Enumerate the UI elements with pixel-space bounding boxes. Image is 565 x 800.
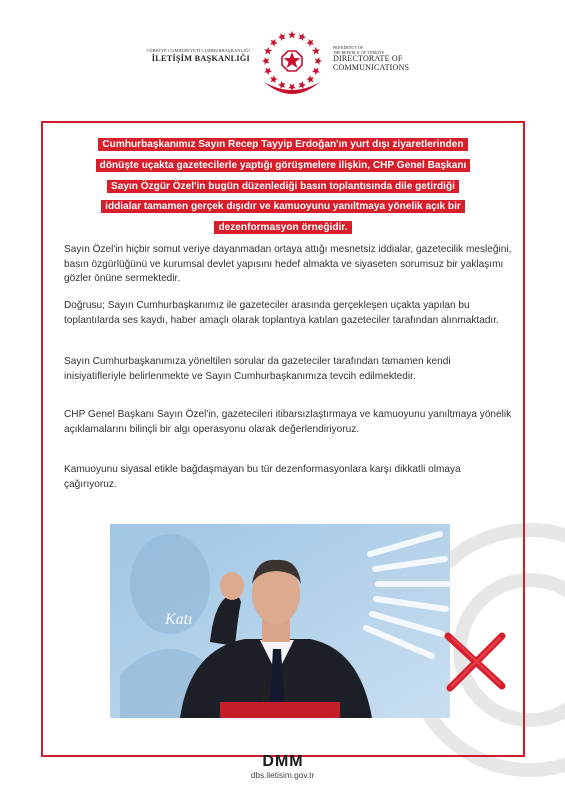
emblem-star xyxy=(312,67,320,75)
emblem-star xyxy=(298,81,306,89)
paragraph-4: CHP Genel Başkanı Sayın Özel'in, gazetecileri itibarsızlaştırmaya ve kamuoyunu yanıltmaya yönelik açıklamalarını bilinçli bir algı operasyonu olarak değerlendiriyoruz. xyxy=(64,409,512,435)
emblem-star xyxy=(264,67,272,75)
header-left-title: İLETİŞİM BAŞKANLIĞI xyxy=(151,54,250,63)
press-conference-photo xyxy=(110,524,450,718)
emblem-star xyxy=(278,33,286,41)
header-left-wordmark xyxy=(130,48,250,63)
paragraph-1: Sayın Özel'in hiçbir somut veriye dayanmadan ortaya attığı mesnetsiz iddialar, gazetecilik mesleğini, basın özgürlüğünü ve kurumsal devlet yapısını hedef almakta ve siyaseten sorumsuz bir yaklaşımı gözler önüne sermektedir. xyxy=(64,244,512,285)
headline-line: dezenformasyon örneğidir. xyxy=(214,221,351,234)
emblem-star xyxy=(270,39,278,47)
emblem-star xyxy=(262,57,270,65)
emblem-star xyxy=(270,75,278,83)
header-right-title-2: COMMUNICATIONS xyxy=(333,62,410,72)
presidential-emblem-icon xyxy=(256,24,328,104)
paragraph-3: Sayın Cumhurbaşkanımıza yöneltilen sorular da gazeteciler tarafından tamamen kendi inisiyatifleriyle belirlenmekte ve Sayın Cumhurbaşkanımıza tevcih edilmektedir. xyxy=(64,356,451,382)
headline-line: Sayın Özgür Özel'in bugün düzenlediği basın toplantısında dile getirdiği xyxy=(107,180,459,193)
header-right-title-1: DIRECTORATE OF xyxy=(333,54,403,64)
header-right-subtitle-1: PRESIDENCY OF xyxy=(333,46,363,50)
header-right-wordmark xyxy=(333,46,453,72)
paragraph-5: Kamuoyunu siyasal etikle bağdaşmayan bu tür dezenformasyonlara karşı dikkatli olmaya çağırıyoruz. xyxy=(64,464,461,490)
emblem-star xyxy=(306,75,314,83)
dmm-logo xyxy=(248,752,318,768)
emblem-star xyxy=(312,47,320,55)
emblem-star xyxy=(264,47,272,55)
headline-line: Cumhurbaşkanımız Sayın Recep Tayyip Erdoğan'ın yurt dışı ziyaretlerinden xyxy=(98,138,467,151)
emblem-star xyxy=(288,31,296,39)
headline-line: iddialar tamamen gerçek dışıdır ve kamuoyunu yanıltmaya yönelik açık bir xyxy=(101,200,465,213)
cross-mark-icon xyxy=(442,628,508,694)
emblem-star xyxy=(306,39,314,47)
emblem-star xyxy=(278,81,286,89)
dmm-logo-text: DMM xyxy=(262,753,304,768)
footer-url: dbs.iletisim.gov.tr xyxy=(250,770,315,780)
emblem-star xyxy=(315,57,323,65)
headline xyxy=(60,135,506,239)
paragraph-2: Doğrusu; Sayın Cumhurbaşkanımız ile gazeteciler arasında gerçekleşen uçakta yapılan bu toplantılarda ses kaydı, haber amaçlı olarak toplantıya katılan gazeteciler tarafından alınmaktadır. xyxy=(64,300,499,326)
header xyxy=(0,18,565,108)
emblem-star xyxy=(298,33,306,41)
header-left-subtitle: TÜRKİYE CUMHURİYETİ CUMHURBAŞKANLIĞI xyxy=(146,48,250,53)
header-right-subtitle-2: THE REPUBLIC OF TÜRKİYE xyxy=(333,50,385,55)
headline-line: dönüşte uçakta gazetecilerle yaptığı görüşmelere ilişkin, CHP Genel Başkanı xyxy=(96,159,471,172)
photo-wall-text: Katı xyxy=(165,611,193,628)
